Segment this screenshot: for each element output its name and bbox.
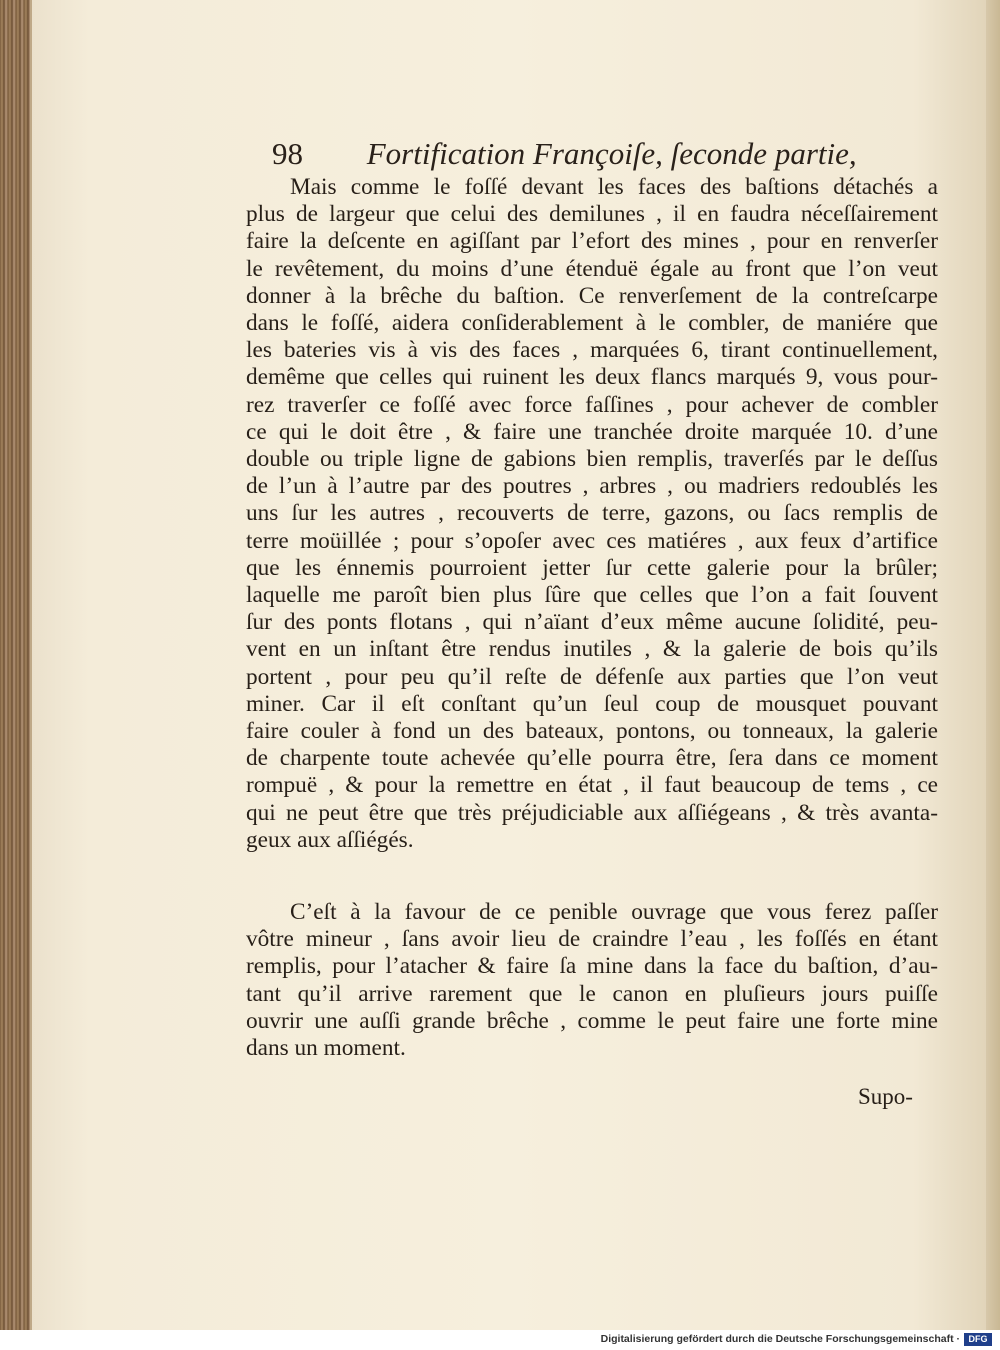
text-line: de charpente toute achevée qu’elle pourra être, ſera dans ce moment: [246, 745, 938, 772]
paragraph-1: [246, 174, 938, 854]
paragraph-2: [246, 899, 938, 1062]
text-line: le revêtement, du moins d’une étenduë égale au front que l’on veut: [246, 255, 938, 282]
text-line: miner. Car il eſt conſtant qu’un ſeul coup de mousquet pouvant: [246, 690, 938, 717]
text-line: demême que celles qui ruinent les deux flancs marqués 9, vous pour-: [246, 364, 938, 391]
text-line: dans un moment.: [246, 1035, 406, 1062]
catchword: Supo-: [858, 1084, 913, 1109]
facing-page-edge: [986, 0, 1000, 1330]
text-line: vent en un inſtant être rendus inutiles , & la galerie de bois qu’ils: [246, 636, 938, 663]
text-line: qui ne peut être que très préjudiciable aux aſſiégeans , & très avanta-: [246, 799, 938, 826]
text-line: que les énnemis pourroient jetter ſur cette galerie pour la brûler;: [246, 554, 938, 581]
text-line: dans le foſſé, aidera conſiderablement à le combler, de maniére que: [246, 310, 938, 337]
text-line: faire couler à fond un des bateaux, pontons, ou tonneaux, la galerie: [246, 718, 938, 745]
text-line: uns ſur les autres , recouverts de terre, gazons, ou ſacs remplis de: [246, 500, 938, 527]
text-line: remplis, pour l’atacher & faire ſa mine dans la face du baſtion, d’au-: [246, 953, 938, 980]
text-line: C’eſt à la favour de ce penible ouvrage que vous ferez paſſer: [290, 899, 938, 925]
text-line: geux aux aſſiégés.: [246, 826, 414, 853]
text-line: tant qu’il arrive rarement que le canon en pluſieurs jours puiſſe: [246, 980, 938, 1007]
text-line: ſur des ponts flotans , qui n’aïant d’eux même aucune ſolidité, peu-: [246, 609, 938, 636]
text-line: ouvrir une auſſi grande brêche , comme le peut faire une forte mine: [246, 1007, 938, 1034]
footer-bar: [0, 1330, 1000, 1350]
page-number: 98: [272, 136, 303, 171]
text-line: laquelle me paroît bien plus ſûre que celles que l’on a fait ſouvent: [246, 582, 938, 609]
text-line: donner à la brêche du baſtion. Ce renverſement de la contreſcarpe: [246, 282, 938, 309]
text-line: plus de largeur que celui des demilunes , il en faudra néceſſairement: [246, 201, 938, 228]
text-line: faire la deſcente en agiſſant par l’efort des mines , pour en renverſer: [246, 228, 938, 255]
text-line: terre moüillée ; pour s’opoſer avec ces matiéres , aux feux d’artifice: [246, 527, 938, 554]
digitization-credit: Digitalisierung gefördert durch die Deutsche Forschungsgemeinschaft ·: [600, 1333, 960, 1345]
text-line: rez traverſer ce foſſé avec force faſſines , pour achever de combler: [246, 391, 938, 418]
text-line: rompuë , & pour la remettre en état , il faut beaucoup de tems , ce: [246, 772, 938, 799]
text-line: ce qui le doit être , & faire une tranchée droite marquée 10. d’une: [246, 418, 938, 445]
text-line: portent , pour peu qu’il reſte de défenſe aux parties que l’on veut: [246, 663, 938, 690]
text-line: Mais comme le foſſé devant les faces des baſtions détachés a: [290, 174, 938, 200]
text-line: les bateries vis à vis des faces , marquées 6, tirant continuellement,: [246, 337, 938, 364]
text-line: vôtre mineur , ſans avoir lieu de craindre l’eau , les foſſés en étant: [246, 926, 938, 953]
running-header: [272, 136, 857, 172]
text-line: de l’un à l’autre par des poutres , arbres , ou madriers redoublés les: [246, 473, 938, 500]
text-line: double ou triple ligne de gabions bien remplis, traverſés par le deſſus: [246, 446, 938, 473]
running-title: Fortification Françoiſe, ſeconde partie,: [366, 136, 857, 171]
dfg-logo-icon: DFG: [964, 1333, 992, 1346]
